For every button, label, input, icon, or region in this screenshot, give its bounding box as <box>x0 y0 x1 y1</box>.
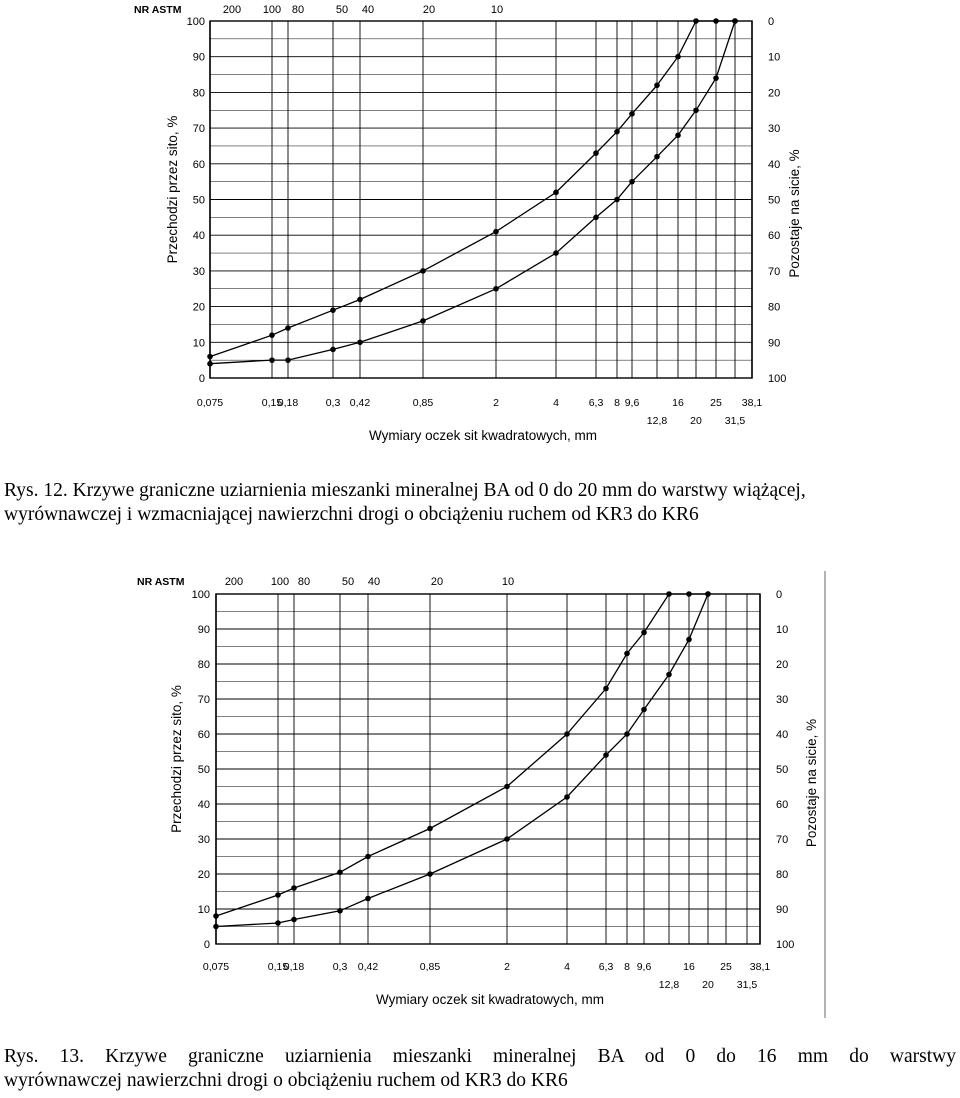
x-tick-label: 6,3 <box>598 961 614 973</box>
x-tick-label: 0,85 <box>412 397 434 409</box>
right-axis-tick-label: 20 <box>768 87 781 100</box>
x-tick-label: 0,3 <box>325 397 341 409</box>
left-axis-tick-label: 60 <box>192 158 205 171</box>
data-point-upper <box>357 297 363 303</box>
x-tick-label: 6,3 <box>588 397 604 409</box>
left-axis-tick-label: 80 <box>192 87 205 100</box>
astm-number-label: 20 <box>430 576 444 588</box>
data-point-upper <box>291 885 297 891</box>
data-point-upper <box>330 307 336 313</box>
astm-number-label: 50 <box>335 4 349 16</box>
left-axis-tick-label: 0 <box>203 939 210 951</box>
left-axis-tick-label: 30 <box>192 265 205 278</box>
data-point-upper <box>207 354 213 360</box>
x-tick-label: 0,15 <box>261 397 283 409</box>
data-point-lower <box>213 924 219 930</box>
x-tick-label: 31,5 <box>736 979 758 991</box>
left-axis-tick-label: 100 <box>186 16 205 28</box>
data-point-upper <box>675 54 681 60</box>
astm-number-label: 200 <box>224 576 244 588</box>
right-axis-tick-label: 10 <box>776 624 789 636</box>
right-axis-tick-label: 90 <box>776 904 789 916</box>
data-point-lower <box>675 132 681 138</box>
data-point-upper <box>275 892 281 898</box>
right-axis-tick-label: 10 <box>768 51 781 64</box>
astm-number-label: 10 <box>490 4 504 16</box>
right-axis-tick-label: 80 <box>776 869 789 881</box>
astm-number-label: 100 <box>270 576 290 588</box>
caption-12-line-2: wyrównawczej i wzmacniającej nawierzchni drogi o obciążeniu ruchem od KR3 do KR6 <box>4 504 699 525</box>
x-tick-label: 38,1 <box>741 397 763 409</box>
caption-13-line-1: Rys. 13. Krzywe graniczne uziarnienia mieszanki mineralnej BA od 0 do 16 mm do warstwy <box>4 1046 956 1067</box>
x-tick-label: 0,42 <box>357 961 379 973</box>
data-point-lower <box>365 896 371 902</box>
right-axis-tick-label: 40 <box>776 729 789 741</box>
left-axis-tick-label: 10 <box>192 337 205 350</box>
data-point-upper <box>504 784 510 790</box>
x-tick-label: 0,18 <box>283 961 305 973</box>
x-tick-label: 2 <box>493 397 499 409</box>
right-axis-label: Pozostaje na sicie, % <box>804 718 819 848</box>
data-point-upper <box>365 854 371 860</box>
x-axis-label: Wymiary oczek sit kwadratowych, mm <box>376 992 604 1007</box>
right-axis-tick-label: 90 <box>768 337 781 350</box>
grading-curve-upper <box>216 594 708 916</box>
x-tick-label: 12,8 <box>646 415 668 427</box>
data-point-lower <box>732 18 738 24</box>
data-point-upper <box>213 913 219 919</box>
caption-12-line-1: Rys. 12. Krzywe graniczne uziarnienia mieszanki mineralnej BA od 0 do 20 mm do warstwy wiążącej, <box>4 480 806 501</box>
right-axis-tick-label: 0 <box>768 16 775 28</box>
x-tick-label: 4 <box>553 397 559 409</box>
data-point-lower <box>330 347 336 353</box>
grading-curve-lower <box>210 21 735 364</box>
data-point-upper <box>641 630 647 636</box>
right-axis-tick-label: 80 <box>768 301 781 314</box>
x-tick-label: 31,5 <box>724 415 746 427</box>
data-point-upper <box>713 18 719 24</box>
x-tick-label: 2 <box>504 961 510 973</box>
right-axis-tick-label: 50 <box>768 194 781 207</box>
data-point-lower <box>666 672 672 678</box>
data-point-lower <box>427 871 433 877</box>
left-axis-tick-label: 30 <box>197 834 210 846</box>
left-axis-tick-label: 40 <box>192 230 205 243</box>
left-axis-tick-label: 60 <box>197 729 210 741</box>
data-point-lower <box>207 361 213 367</box>
data-point-lower <box>269 357 275 363</box>
x-tick-label: 4 <box>564 961 570 973</box>
x-tick-label: 38,1 <box>749 961 771 973</box>
figure-caption-13 <box>4 1045 956 1093</box>
x-tick-label: 0,3 <box>332 961 348 973</box>
data-point-upper <box>285 325 291 331</box>
left-axis-tick-label: 70 <box>197 694 210 706</box>
data-point-upper <box>686 591 692 597</box>
data-point-lower <box>693 107 699 113</box>
data-point-upper <box>553 190 559 196</box>
left-axis-tick-label: 40 <box>197 799 210 811</box>
astm-number-label: 10 <box>501 576 515 588</box>
astm-number-label: 80 <box>297 576 311 588</box>
left-axis-tick-label: 80 <box>197 659 210 671</box>
data-point-lower <box>285 357 291 363</box>
x-axis-label: Wymiary oczek sit kwadratowych, mm <box>369 428 597 443</box>
data-point-lower <box>603 752 609 758</box>
right-axis-tick-label: 60 <box>768 230 781 243</box>
x-tick-label: 16 <box>683 961 695 973</box>
x-tick-label: 25 <box>720 961 732 973</box>
data-point-lower <box>713 75 719 81</box>
x-tick-label: 0,075 <box>196 397 224 409</box>
data-point-lower <box>654 154 660 160</box>
data-point-lower <box>553 250 559 256</box>
right-axis-tick-label: 30 <box>768 123 781 136</box>
x-tick-label: 8 <box>614 397 620 409</box>
data-point-upper <box>420 268 426 274</box>
right-axis-tick-label: 70 <box>768 265 781 278</box>
right-axis-tick-label: 20 <box>776 659 789 671</box>
left-axis-tick-label: 0 <box>198 373 205 385</box>
astm-number-label: 40 <box>367 576 381 588</box>
figure-caption-12 <box>4 479 956 527</box>
right-axis-tick-label: 70 <box>776 834 789 846</box>
data-point-lower <box>504 836 510 842</box>
x-tick-label: 0,075 <box>202 961 230 973</box>
data-point-upper <box>593 150 599 156</box>
x-tick-label: 0,42 <box>349 397 371 409</box>
data-point-lower <box>357 340 363 346</box>
left-axis-tick-label: 90 <box>192 51 205 64</box>
astm-axis-label: NR ASTM <box>137 576 185 588</box>
grading-chart-2 <box>0 568 960 1018</box>
astm-number-label: 200 <box>222 4 242 16</box>
right-axis-tick-label: 0 <box>776 589 783 601</box>
astm-number-label: 50 <box>341 576 355 588</box>
data-point-upper <box>614 129 620 135</box>
data-point-lower <box>564 794 570 800</box>
left-axis-tick-label: 20 <box>192 301 205 314</box>
data-point-upper <box>666 591 672 597</box>
x-tick-label: 0,18 <box>277 397 299 409</box>
right-axis-tick-label: 40 <box>768 158 781 171</box>
left-axis-tick-label: 50 <box>197 764 210 776</box>
x-tick-label: 16 <box>672 397 684 409</box>
astm-axis-label: NR ASTM <box>134 4 182 16</box>
astm-number-label: 80 <box>291 4 305 16</box>
x-tick-label: 9,6 <box>624 397 640 409</box>
x-tick-label: 20 <box>690 415 702 427</box>
astm-number-label: 40 <box>361 4 375 16</box>
x-tick-label: 12,8 <box>658 979 680 991</box>
data-point-upper <box>693 18 699 24</box>
data-point-upper <box>629 111 635 117</box>
data-point-lower <box>493 286 499 292</box>
x-tick-label: 25 <box>710 397 722 409</box>
right-axis-tick-label: 60 <box>776 799 789 811</box>
astm-number-label: 100 <box>262 4 282 16</box>
left-axis-label: Przechodzi przez sito, % <box>169 685 184 833</box>
data-point-upper <box>564 731 570 737</box>
data-point-lower <box>686 637 692 643</box>
data-point-upper <box>427 826 433 832</box>
data-point-upper <box>654 82 660 88</box>
right-axis-tick-label: 30 <box>776 694 789 706</box>
data-point-lower <box>420 318 426 324</box>
x-tick-label: 20 <box>702 979 714 991</box>
data-point-lower <box>614 197 620 203</box>
x-tick-label: 8 <box>624 961 630 973</box>
left-axis-tick-label: 10 <box>197 904 210 916</box>
data-point-lower <box>593 215 599 221</box>
data-point-lower <box>337 908 343 914</box>
astm-number-label: 20 <box>422 4 436 16</box>
left-axis-tick-label: 70 <box>192 123 205 136</box>
data-point-upper <box>624 651 630 657</box>
data-point-upper <box>337 869 343 875</box>
data-point-lower <box>641 707 647 713</box>
data-point-upper <box>269 332 275 338</box>
right-axis-tick-label: 100 <box>768 373 787 385</box>
left-axis-tick-label: 50 <box>192 194 205 207</box>
caption-13-line-2: wyrównawczej nawierzchni drogi o obciążeniu ruchem od KR3 do KR6 <box>4 1070 568 1091</box>
left-axis-tick-label: 100 <box>191 589 210 601</box>
left-axis-label: Przechodzi przez sito, % <box>165 115 180 264</box>
data-point-upper <box>493 229 499 235</box>
x-tick-label: 9,6 <box>636 961 652 973</box>
right-axis-tick-label: 100 <box>776 939 795 951</box>
left-axis-tick-label: 20 <box>197 869 210 881</box>
data-point-lower <box>291 917 297 923</box>
grading-chart-1 <box>0 0 960 450</box>
data-point-upper <box>603 686 609 692</box>
left-axis-tick-label: 90 <box>197 624 210 636</box>
data-point-lower <box>624 731 630 737</box>
data-point-lower <box>629 179 635 185</box>
right-axis-label: Pozostaje na sicie, % <box>787 149 802 278</box>
right-axis-tick-label: 50 <box>776 764 789 776</box>
data-point-lower <box>275 920 281 926</box>
data-point-lower <box>705 591 711 597</box>
x-tick-label: 0,85 <box>419 961 441 973</box>
x-tick-label: 0,15 <box>267 961 289 973</box>
